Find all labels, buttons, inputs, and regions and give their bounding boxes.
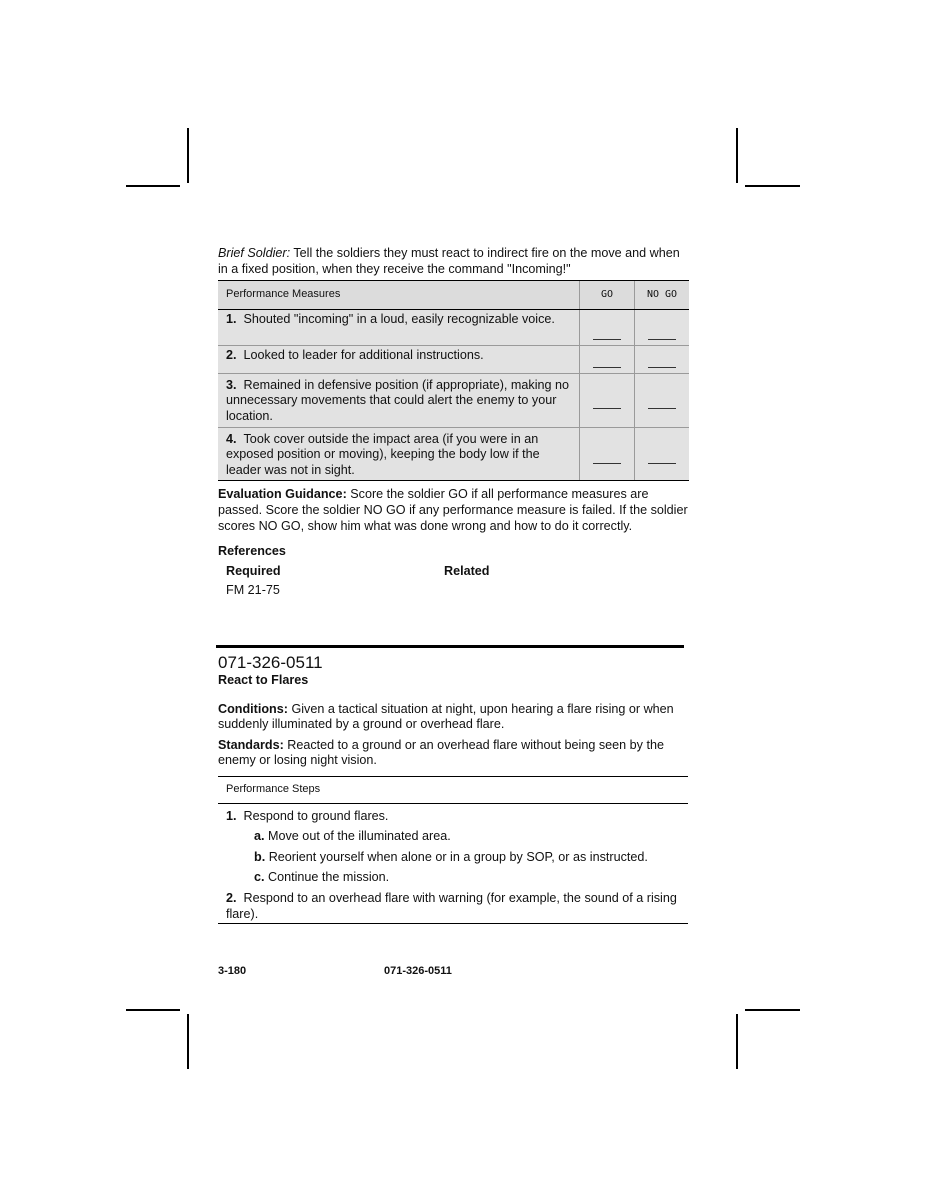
performance-steps-header: Performance Steps [218, 776, 688, 804]
no-go-blank [648, 407, 676, 409]
task-divider [216, 645, 684, 648]
go-cell [580, 309, 635, 345]
step-2 [218, 891, 688, 922]
required-reference-item: FM 21-75 [226, 583, 280, 598]
step-number: 2. [226, 890, 237, 905]
footer-task-number: 071-326-0511 [384, 965, 452, 977]
task-number: 071-326-0511 [218, 653, 323, 672]
measure-text: Took cover outside the impact area (if you were in an exposed position or moving), keeping the body low if the leader was not in sight. [226, 431, 540, 477]
step-text: Respond to ground flares. [243, 808, 389, 823]
related-label: Related [444, 563, 490, 578]
go-blank [593, 462, 621, 464]
task-title: React to Flares [218, 673, 309, 687]
page-number: 3-180 [218, 965, 247, 977]
go-blank [593, 366, 621, 368]
crop-mark [736, 128, 738, 183]
measure-number: 1. [226, 311, 237, 326]
step-1 [218, 809, 688, 825]
references-section [218, 544, 688, 599]
measure-cell [218, 373, 580, 427]
crop-mark [745, 185, 800, 187]
crop-mark [126, 1009, 180, 1011]
conditions-text: Given a tactical situation at night, upon hearing a flare rising or when suddenly illuminated by a ground or overhead flare. [218, 701, 674, 732]
step-1c [218, 870, 688, 886]
brief-soldier [218, 246, 688, 277]
header-performance-measures: Performance Measures [218, 281, 580, 310]
evaluation-label: Evaluation Guidance: [218, 487, 347, 502]
no-go-blank [648, 366, 676, 368]
go-blank [593, 338, 621, 340]
crop-mark [745, 1009, 800, 1011]
step-text: Reorient yourself when alone or in a group by SOP, or as instructed. [268, 849, 648, 864]
go-cell [580, 345, 635, 373]
step-number: a. [254, 829, 265, 844]
no-go-blank [648, 338, 676, 340]
conditions [218, 702, 688, 733]
conditions-label: Conditions: [218, 701, 288, 716]
step-number: c. [254, 870, 265, 885]
no-go-blank [648, 462, 676, 464]
go-blank [593, 407, 621, 409]
table-row [218, 373, 689, 427]
measure-text: Looked to leader for additional instructions. [243, 347, 484, 362]
step-number: b. [254, 849, 266, 864]
measure-number: 2. [226, 347, 237, 362]
task-section [218, 652, 688, 924]
step-number: 1. [226, 808, 237, 823]
standards-text: Reacted to a ground or an overhead flare without being seen by the enemy or losing night vision. [218, 737, 664, 768]
step-1b [218, 850, 688, 866]
page-content [218, 246, 688, 599]
no-go-cell [635, 427, 690, 481]
step-text: Continue the mission. [268, 870, 390, 885]
no-go-cell [635, 345, 690, 373]
go-cell [580, 427, 635, 481]
measure-cell [218, 345, 580, 373]
references-columns [218, 564, 688, 580]
evaluation-guidance [218, 487, 688, 534]
brief-label: Brief Soldier: [218, 246, 291, 260]
step-1a [218, 829, 688, 845]
measure-cell [218, 427, 580, 481]
brief-text: Tell the soldiers they must react to indirect fire on the move and when in a fixed position, when they receive the command "Incoming!" [218, 246, 680, 276]
no-go-cell [635, 309, 690, 345]
standards [218, 738, 688, 769]
evaluation-text: Score the soldier GO if all performance measures are passed. Score the soldier NO GO if any performance measure is failed. If the soldier scores NO GO, show him what was done wrong and how to do it correctly. [218, 487, 688, 533]
performance-measures-table [218, 280, 689, 481]
no-go-cell [635, 373, 690, 427]
measure-number: 4. [226, 431, 237, 446]
measure-number: 3. [226, 377, 237, 392]
table-row [218, 309, 689, 345]
crop-mark [187, 1014, 189, 1069]
standards-label: Standards: [218, 737, 284, 752]
header-no-go: NO GO [635, 281, 690, 310]
measure-text: Shouted "incoming" in a loud, easily recognizable voice. [243, 311, 555, 326]
references-title: References [218, 544, 286, 559]
table-header-row [218, 281, 689, 310]
step-text: Move out of the illuminated area. [268, 829, 451, 844]
step-text: Respond to an overhead flare with warning (for example, the sound of a rising flare). [226, 890, 677, 921]
steps-end-rule [218, 923, 688, 924]
table-row [218, 345, 689, 373]
go-cell [580, 373, 635, 427]
measure-text: Remained in defensive position (if appropriate), making no unnecessary movements that could alert the enemy to your location. [226, 377, 570, 423]
crop-mark [126, 185, 180, 187]
table-row [218, 427, 689, 481]
crop-mark [736, 1014, 738, 1069]
header-go: GO [580, 281, 635, 310]
measure-cell [218, 309, 580, 345]
crop-mark [187, 128, 189, 183]
required-label: Required [226, 563, 281, 578]
